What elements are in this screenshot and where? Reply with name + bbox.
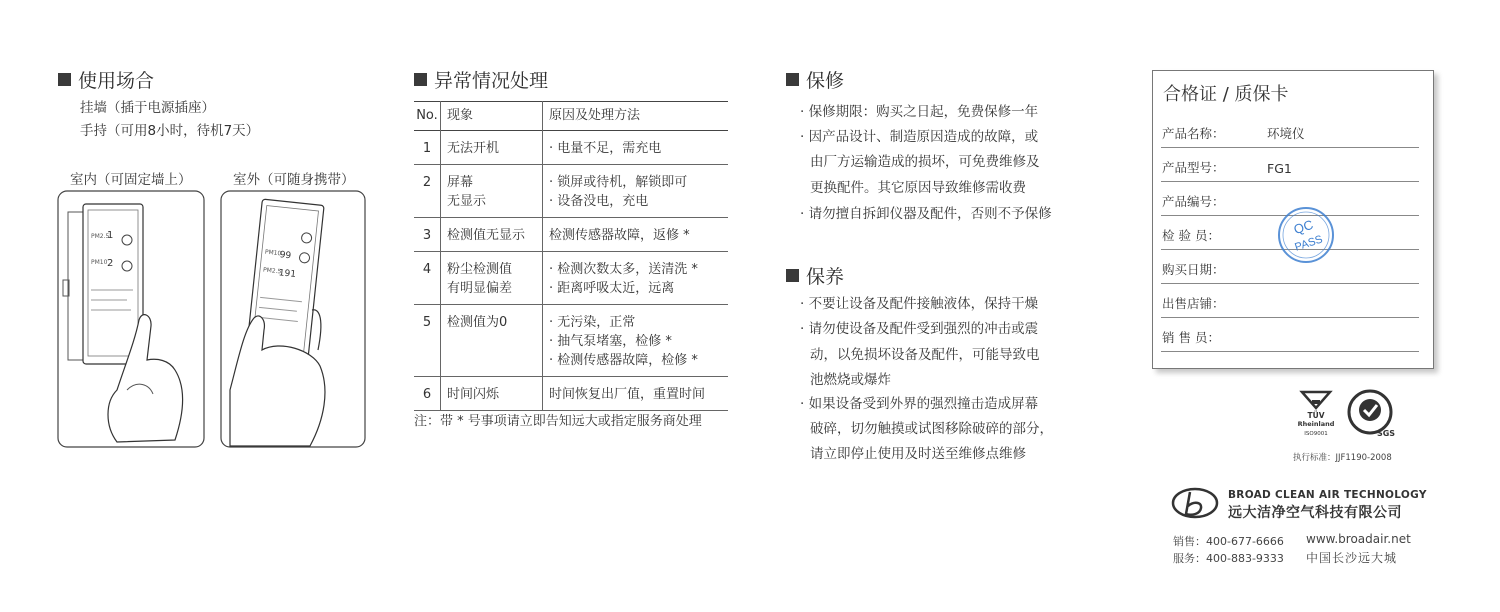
svg-text:PM10: PM10 [264,248,282,258]
outdoor-handheld-device-illustration [220,190,366,448]
svg-text:PASS: PASS [1293,233,1325,254]
bullet-square-icon [58,73,71,86]
row-cause: · 锁屏或待机，解锁即可 · 设备没电，充电 [549,175,688,209]
row-no: 6 [414,377,441,411]
row-phenomenon: 检测值无显示 [441,218,543,252]
svg-text:ISO9001: ISO9001 [1304,431,1328,437]
svg-text:Rheinland: Rheinland [1297,420,1335,428]
svg-text:191: 191 [278,268,297,280]
table-row [414,165,728,218]
row-no: 1 [414,131,441,165]
indoor-wall-device-illustration [57,190,205,448]
svg-text:99: 99 [279,250,292,262]
usage-line: 挂墙（插于电源插座） [80,100,215,116]
row-no: 4 [414,252,441,305]
bullet-square-icon [786,73,799,86]
row-cause: 检测传感器故障，返修 * [549,228,690,243]
indoor-caption: 室内（可固定墙上） [70,172,192,188]
warranty-heading: 保修 [786,66,844,93]
svg-text:2: 2 [107,258,114,269]
bullet-square-icon [414,73,427,86]
warranty-line: · 因产品设计、制造原因造成的故障，或 [800,129,1039,145]
maintenance-line: 请立即停止使用及时送至维修点维修 [810,446,1026,462]
card-row-purchase-date: 购买日期： [1161,249,1419,284]
table-row [414,252,728,305]
row-cause: 时间恢复出厂值，重置时间 [549,387,706,402]
maintenance-line: 池燃烧或爆炸 [810,372,891,388]
company-address: 中国长沙远大城 [1306,551,1398,565]
svg-text:1: 1 [107,230,114,241]
maintenance-line: · 不要让设备及配件接触液体，保持干燥 [800,296,1039,312]
table-row [414,218,728,252]
maintenance-line: · 请勿使设备及配件受到强烈的冲击或震 [800,321,1039,337]
warranty-line: 由厂方运输造成的损坏，可免费维修及 [810,154,1040,170]
troubleshoot-note: 注：带 * 号事项请立即告知远大或指定服务商处理 [414,414,702,429]
header-cause: 原因及处理方法 [549,108,641,123]
card-row-inspector: 检 验 员： [1161,215,1419,250]
usage-heading: 使用场合 [58,66,154,93]
card-row-product-name: 产品名称： 环境仪 [1161,113,1419,148]
warranty-line: 更换配件。其它原因导致维修需收费 [810,180,1026,196]
tuv-rheinland-logo [1288,388,1344,442]
sales-phone: 销售：400-677-6666 [1173,535,1284,548]
card-row-salesperson: 销 售 员： [1161,317,1419,352]
svg-text:SGS: SGS [1376,429,1396,438]
card-row-model: 产品型号： FG1 [1161,147,1419,182]
card-row-store: 出售店铺： [1161,283,1419,318]
table-row [414,131,728,165]
row-cause: · 检测次数太多，送清洗 * · 距离呼吸太近，远离 [549,262,698,296]
maintenance-line: · 如果设备受到外界的强烈撞击造成屏幕 [800,396,1039,412]
svg-text:PM10: PM10 [91,259,108,266]
bullet-square-icon [786,269,799,282]
table-row [414,377,728,411]
warranty-line: · 保修期限：购买之日起，免费保修一年 [800,104,1039,120]
outdoor-caption: 室外（可随身携带） [233,172,355,188]
troubleshoot-table [414,101,728,411]
card-title: 合格证 / 质保卡 [1163,84,1289,105]
row-no: 2 [414,165,441,218]
maintenance-line: 动，以免损坏设备及配件，可能导致电 [810,347,1040,363]
table-header-row [414,102,728,131]
header-no: No. [414,102,441,131]
company-name-cn: 远大洁净空气科技有限公司 [1228,505,1402,521]
svg-text:TÜV: TÜV [1307,411,1325,420]
company-name-en: BROAD CLEAN AIR TECHNOLOGY [1228,489,1427,501]
svg-text:PM2.5: PM2.5 [91,233,110,240]
maintenance-heading: 保养 [786,262,844,289]
broad-logo-icon [1170,486,1220,520]
qc-pass-stamp [1277,206,1335,264]
svg-text:QC: QC [1291,216,1315,238]
row-no: 3 [414,218,441,252]
row-no: 5 [414,305,441,377]
standard-text: 执行标准：JJF1190-2008 [1293,453,1392,463]
header-phenomenon: 现象 [441,102,543,131]
sgs-logo [1346,388,1398,440]
row-phenomenon: 时间闪烁 [441,377,543,411]
table-row [414,305,728,377]
row-phenomenon: 无法开机 [441,131,543,165]
row-phenomenon: 屏幕 无显示 [441,165,543,218]
row-cause: · 电量不足，需充电 [549,141,662,156]
svg-text:PM2.5: PM2.5 [262,266,282,276]
website-link[interactable]: www.broadair.net [1306,532,1411,546]
card-row-serial: 产品编号： [1161,181,1419,216]
row-cause: · 无污染，正常 · 抽气泵堵塞，检修 * · 检测传感器故障，检修 * [549,315,698,368]
troubleshoot-heading: 异常情况处理 [414,66,548,93]
row-phenomenon: 检测值为0 [441,305,543,377]
row-phenomenon: 粉尘检测值 有明显偏差 [441,252,543,305]
maintenance-line: 破碎，切勿触摸或试图移除破碎的部分， [810,421,1053,437]
usage-line: 手持（可用8小时，待机7天） [80,123,260,139]
warranty-line: · 请勿擅自拆卸仪器及配件，否则不予保修 [800,206,1052,222]
service-phone: 服务：400-883-9333 [1173,552,1284,565]
